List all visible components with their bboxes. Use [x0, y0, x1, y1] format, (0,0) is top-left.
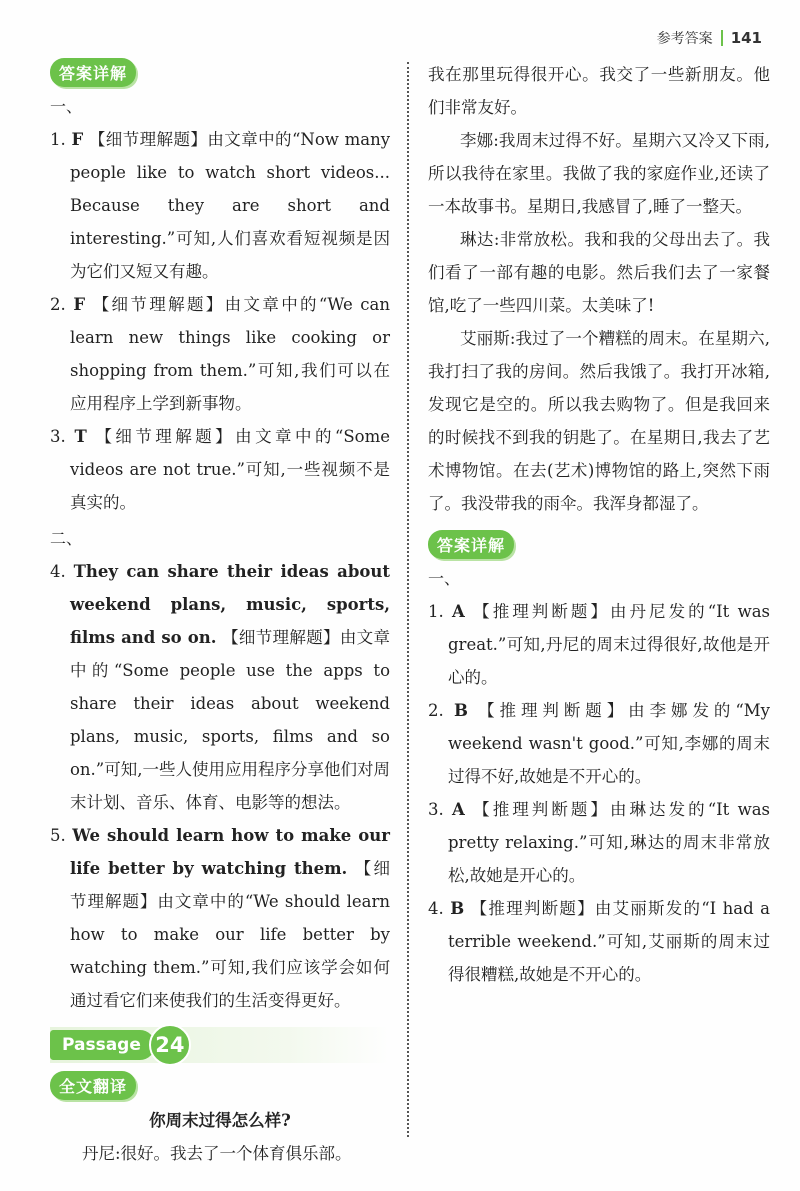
- answer-explanation-badge: 答案详解: [50, 58, 136, 87]
- answer-explanation: 【细节理解题】由文章中的“Some people use the apps to share their ideas about weekend plans, music, sports, films and so on.”可知,一些人使用应用程序分享他们对周末计划、音乐、体育、电影等的想法。: [70, 628, 391, 812]
- answer-key: B: [453, 701, 468, 720]
- answer-key: We should learn how to make our life better by watching them.: [70, 826, 390, 878]
- answer-item-1: 1. F 【细节理解题】由文章中的“Now many people like to watch short videos... Because they are short and interesting.”可知,人们喜欢看短视频是因为它们又短又有趣。: [50, 130, 391, 281]
- answer-item-3: 3. T 【细节理解题】由文章中的“Some videos are not true.”可知,一些视频不是真实的。: [50, 427, 390, 512]
- passage-number: 24: [149, 1024, 191, 1066]
- translation-paragraph: 丹尼:很好。我去了一个体育俱乐部。: [82, 1144, 352, 1163]
- translation-title: 你周末过得怎么样?: [149, 1111, 291, 1130]
- answer-key: A: [452, 602, 465, 621]
- answer-key: F: [71, 130, 84, 149]
- passage-label: Passage: [50, 1030, 155, 1060]
- translation-paragraph: 琳达:非常放松。我和我的父母出去了。我们看了一部有趣的电影。然后我们去了一家餐馆,吃了一些四川菜。太美味了!: [428, 230, 770, 315]
- answer-explanation: 【细节理解题】由文章中的“Some videos are not true.”可知,一些视频不是真实的。: [70, 427, 390, 512]
- header-label: 参考答案: [656, 31, 713, 47]
- answer-explanation: 【推理判断题】由艾丽斯发的“I had a terrible weekend.”可知,艾丽斯的周末过得很糟糕,故她是不开心的。: [448, 899, 770, 984]
- answer-item-2: 2. B 【推理判断题】由李娜发的“My weekend wasn't good.”可知,李娜的周末过得不好,故她是不开心的。: [428, 701, 770, 786]
- section-heading-2: 二、: [50, 529, 83, 548]
- translation-badge: 全文翻译: [50, 1071, 136, 1100]
- answer-explanation: 【细节理解题】由文章中的“Now many people like to watch short videos... Because they are short and interesting.”可知,人们喜欢看短视频是因为它们又短又有趣。: [70, 130, 391, 281]
- answer-explanation: 【推理判断题】由李娜发的“My weekend wasn't good.”可知,李娜的周末过得不好,故她是不开心的。: [448, 701, 770, 786]
- section-heading-1: 一、: [50, 97, 83, 116]
- answer-key: B: [450, 899, 465, 918]
- column-divider: [407, 62, 409, 1137]
- answer-item-4: 4. They can share their ideas about weekend plans, music, sports, films and so on. 【细节理解题】由文章中的“Some people use the apps to share their ideas about weekend plans, music, sports, films and so on.”可知,一些人使用应用程序分享他们对周末计划、音乐、体育、电影等的想法。: [50, 562, 391, 812]
- passage-banner: [50, 1027, 390, 1063]
- translation-paragraph: 李娜:我周末过得不好。星期六又冷又下雨,所以我待在家里。我做了我的家庭作业,还读了一本故事书。星期日,我感冒了,睡了一整天。: [428, 131, 770, 216]
- answer-item-3: 3. A 【推理判断题】由琳达发的“It was pretty relaxing.”可知,琳达的周末非常放松,故她是开心的。: [428, 800, 770, 885]
- answer-key: T: [74, 427, 87, 446]
- page-number: 141: [730, 29, 762, 47]
- answer-item-4: 4. B 【推理判断题】由艾丽斯发的“I had a terrible weekend.”可知,艾丽斯的周末过得很糟糕,故她是不开心的。: [428, 899, 770, 984]
- translation-paragraph: 艾丽斯:我过了一个糟糕的周末。在星期六,我打扫了我的房间。然后我饿了。我打开冰箱,发现它是空的。所以我去购物了。但是我回来的时候找不到我的钥匙了。在星期日,我去了艺术博物馆。在去(艺术)博物馆的路上,突然下雨了。我没带我的雨伞。我浑身都湿了。: [428, 329, 770, 513]
- answer-item-1: 1. A 【推理判断题】由丹尼发的“It was great.”可知,丹尼的周末过得很好,故他是开心的。: [428, 602, 770, 687]
- header-separator: [721, 30, 723, 46]
- answer-explanation: 【推理判断题】由琳达发的“It was pretty relaxing.”可知,琳达的周末非常放松,故她是开心的。: [448, 800, 770, 885]
- section-heading-1: 一、: [428, 569, 461, 588]
- right-column: [428, 58, 770, 991]
- answer-key: A: [452, 800, 465, 819]
- answer-key: They can share their ideas about weekend plans, music, sports, films and so on.: [70, 562, 391, 647]
- page-header: [657, 28, 762, 48]
- answer-explanation-badge: 答案详解: [428, 530, 514, 559]
- left-column: [50, 58, 390, 1170]
- answer-explanation: 【推理判断题】由丹尼发的“It was great.”可知,丹尼的周末过得很好,故他是开心的。: [448, 602, 770, 687]
- answer-item-2: 2. F 【细节理解题】由文章中的“We can learn new things like cooking or shopping from them.”可知,我们可以在应用程序上学到新事物。: [50, 295, 391, 413]
- answer-key: F: [73, 295, 86, 314]
- translation-paragraph: 我在那里玩得很开心。我交了一些新朋友。他们非常友好。: [428, 65, 770, 117]
- answer-explanation: 【细节理解题】由文章中的“We should learn how to make our life better by watching them.”可知,我们应该学会如何通过看它们来使我们的生活变得更好。: [70, 859, 391, 1010]
- answer-explanation: 【细节理解题】由文章中的“We can learn new things like cooking or shopping from them.”可知,我们可以在应用程序上学到新事物。: [70, 295, 391, 413]
- answer-item-5: 5. We should learn how to make our life better by watching them. 【细节理解题】由文章中的“We should learn how to make our life better by watching them.”可知,我们应该学会如何通过看它们来使我们的生活变得更好。: [50, 826, 391, 1010]
